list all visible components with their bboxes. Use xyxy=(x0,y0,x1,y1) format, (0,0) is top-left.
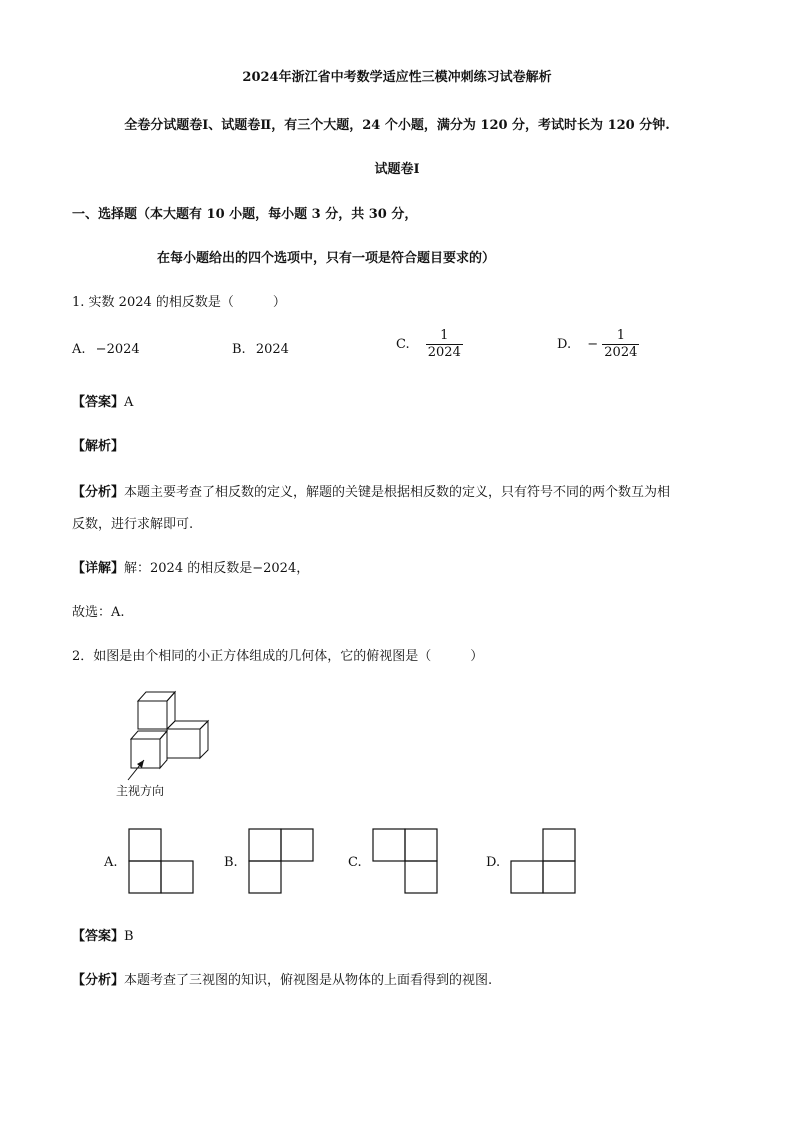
q1-fenxi-line2: 反数，进行求解即可. xyxy=(72,517,194,532)
cube-top-front xyxy=(138,701,167,729)
answer-value: B xyxy=(124,929,134,944)
option-label: C. xyxy=(396,337,410,352)
fenxi-tag: 【分析】 xyxy=(72,973,125,988)
q2-option-b-label: B. xyxy=(224,855,238,870)
numerator: 1 xyxy=(440,328,449,343)
part-title: 试题卷Ⅰ xyxy=(374,162,420,177)
q2-option-c-label: C. xyxy=(348,855,362,870)
section-subheading: 在每小题给出的四个选项中，只有一项是符合题目要求的） xyxy=(157,251,496,266)
q1-option-a xyxy=(72,342,140,357)
q1-stem: 1. 实数 2024 的相反数是（ ） xyxy=(72,295,286,310)
section-heading: 一、选择题（本大题有 10 小题，每小题 3 分，共 30 分， xyxy=(72,207,418,222)
cube-top-side xyxy=(167,692,175,729)
cube-front-front xyxy=(131,739,160,768)
q2-option-b-figure xyxy=(248,828,316,894)
cube-top-top xyxy=(138,692,175,701)
fraction xyxy=(426,328,463,361)
q1-fenxi-line1 xyxy=(72,481,670,500)
option-label: A. xyxy=(72,342,86,357)
fenxi-tag: 【分析】 xyxy=(72,485,125,500)
option-value: 2024 xyxy=(255,342,289,357)
denominator: 2024 xyxy=(604,345,638,360)
minus-sign: − xyxy=(587,337,599,352)
cube-figure xyxy=(120,688,220,778)
q1-answer xyxy=(72,391,133,410)
option-label: D. xyxy=(557,337,572,352)
cube-right-side xyxy=(200,721,208,758)
q2-option-a-figure xyxy=(128,828,196,894)
option-value: −2024 xyxy=(95,342,140,357)
document-title: 2024年浙江省中考数学适应性三模冲刺练习试卷解析 xyxy=(242,70,552,85)
q2-fenxi xyxy=(72,969,492,988)
exam-intro: 全卷分试题卷Ⅰ、试题卷Ⅱ，有三个大题，24 个小题，满分为 120 分，考试时长为 120 分钟. xyxy=(124,118,670,133)
fenxi-text: 本题考查了三视图的知识，俯视图是从物体的上面看得到的视图. xyxy=(124,973,493,988)
q1-option-d xyxy=(557,328,639,361)
q1-analysis-tag: 【解析】 xyxy=(72,439,125,454)
q2-stem: 2．如图是由个相同的小正方体组成的几何体，它的俯视图是（ ） xyxy=(72,649,484,664)
cube-front-side xyxy=(160,731,167,768)
option-label: B. xyxy=(232,342,246,357)
q2-option-c-figure xyxy=(372,828,440,894)
xiangjie-text: 解：2024 的相反数是−2024， xyxy=(124,561,310,576)
answer-value: A xyxy=(124,395,134,410)
fraction xyxy=(602,328,639,361)
fenxi-text: 本题主要考查了相反数的定义，解题的关键是根据相反数的定义，只有符号不同的两个数互为相 xyxy=(124,485,671,500)
q1-conclusion: 故选：A. xyxy=(72,605,125,620)
denominator: 2024 xyxy=(427,345,461,360)
figure-caption: 主视方向 xyxy=(116,784,165,798)
q2-option-d-figure xyxy=(510,828,578,894)
cube-right-front xyxy=(167,729,200,758)
answer-tag: 【答案】 xyxy=(72,929,125,944)
q2-answer xyxy=(72,925,134,944)
q1-xiangjie xyxy=(72,557,309,576)
q2-option-d-label: D. xyxy=(486,855,501,870)
q1-option-b xyxy=(232,342,289,357)
xiangjie-tag: 【详解】 xyxy=(72,561,125,576)
q2-option-a-label: A. xyxy=(104,855,118,870)
answer-tag: 【答案】 xyxy=(72,395,125,410)
q1-option-c xyxy=(396,328,463,361)
numerator: 1 xyxy=(616,328,625,343)
